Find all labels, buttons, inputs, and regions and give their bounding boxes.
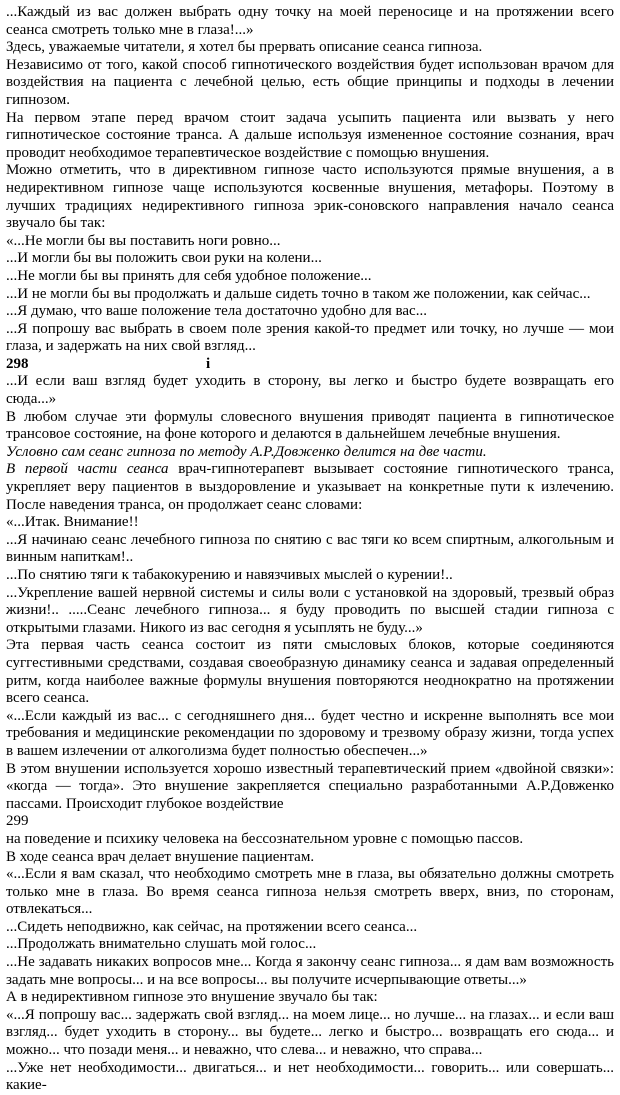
paragraph: А в недирективном гипнозе это внушение звучало бы так: [6, 989, 378, 1006]
paragraph: Эта первая часть сеанса состоит из пяти смысловых блоков, которые соединяются суггестивными средствами, создавая своеобразную динамику сеанса и задавая определенный ритм, когда наиболее важные формулы внушения повторяются неоднократно на протяжении всего сеанса. [6, 637, 614, 707]
paragraph: ...И могли бы вы положить свои руки на колени... [6, 250, 322, 267]
paragraph: ...Сидеть неподвижно, как сейчас, на протяжении всего сеанса... [6, 918, 418, 935]
paragraph: ...Укрепление вашей нервной системы и силы воли с установкой на здоровый, трезвый образ жизни!.. .....Сеанс лечебного гипноза... я буду проводить по высшей стадии гипноза с открытыми глазами. Никого из вас сегодня я усыплять не буду...» [6, 584, 614, 636]
paragraph: ...И не могли бы вы продолжать и дальше сидеть точно в таком же положении, как сейчас... [6, 285, 591, 302]
paragraph: ...И если ваш взгляд будет уходить в сторону, вы легко и быстро будете возвращать его сюда...» [6, 373, 614, 408]
paragraph: В любом случае эти формулы словесного внушения приводят пациента в гипнотическое трансовое состояние, на фоне которого и делаются в дальнейшем лечебные внушения. [6, 408, 614, 443]
paragraph-first-part [6, 461, 614, 514]
paragraph: «...Итак. Внимание!! [6, 514, 139, 531]
italic-lead: В первой части сеанса [6, 461, 169, 478]
paragraph: на поведение и психику человека на бессознательном уровне с помощью пассов. [6, 830, 524, 847]
page-number: 299 [6, 813, 29, 830]
paragraph: ...Каждый из вас должен выбрать одну точку на моей переносице и на протяжении всего сеанса смотреть только мне в глаза!...» [6, 4, 614, 38]
paragraph: ...Я думаю, что ваше положение тела достаточно удобно для вас... [6, 303, 427, 320]
paragraph: «...Я попрошу вас... задержать свой взгляд... на моем лице... но лучше... на глазах... и если ваш взгляд... будет уходить в сторону... вы будете... легко и быстро... возвращать его сюда... и можно... что позади меня... и неважно, что слева... и неважно, что справа... [6, 1006, 614, 1059]
paragraph: «...Если каждый из вас... с сегодняшнего дня... будет честно и искренне выполнять все мои требования и медицинские рекомендации по здоровому и трезвому образу жизни, тогда успех в вашем излечении от алкоголизма будет полностью обеспечен...» [6, 707, 614, 759]
paragraph: «...Если я вам сказал, что необходимо смотреть мне в глаза, вы обязательно должны смотреть только мне в глаза. Во время сеанса гипноза нельзя смотреть вверх, вниз, по сторонам, отвлекаться... [6, 866, 614, 918]
paragraph: ...Я попрошу вас выбрать в своем поле зрения какой-то предмет или точку, но лучше — мои глаза, и задержать на них свой взгляд... [6, 320, 614, 355]
paragraph: ...По снятию тяги к табакокурению и навязчивых мыслей о курении!.. [6, 567, 453, 583]
paragraph: Здесь, уважаемые читатели, я хотел бы прервать описание сеанса гипноза. [6, 39, 483, 56]
paragraph: В ходе сеанса врач делает внушение пациентам. [6, 848, 315, 865]
page-number-marker [6, 356, 614, 374]
paragraph: «...Не могли бы вы поставить ноги ровно... [6, 232, 281, 249]
paragraph: ...Я начинаю сеанс лечебного гипноза по снятию с вас тяги ко всем спиртным, алкогольным и винным напиткам!.. [6, 531, 614, 566]
paragraph: Независимо от того, какой способ гипнотического воздействия будет использован врачом для воздействия на пациента с лечебной целью, есть общие принципы и подходы в лечении гипнозом. [6, 56, 614, 108]
page-marker-glyph: i [206, 355, 211, 372]
paragraph: На первом этапе перед врачом стоит задача усыпить пациента или вызвать у него гипнотическое состояние транса. А дальше используя измененное состояние сознания, врач проводит необходимое терапевтическое воздействие с помощью внушения. [6, 109, 614, 161]
paragraph-rest: врач-гипнотерапевт вызывает состояние гипнотического транса, укрепляет веру пациентов в выздоровление и указывает на конкретные пути к излечению. После наведения транса, он продолжает сеанс словами: [6, 461, 614, 513]
paragraph: ...Уже нет необходимости... двигаться... и нет необходимости... говорить... или совершать... какие- [6, 1059, 614, 1094]
paragraph: Можно отметить, что в директивном гипнозе часто используются прямые внушения, а в недирективном гипнозе чаще используются косвенные внушения, метафоры. Поэтому в лучших традициях недирективного гипноза эрик-соновского направления начало сеанса звучало бы так: [6, 162, 614, 232]
paragraph: ...Продолжать внимательно слушать мой голос... [6, 936, 317, 953]
italic-heading: Условно сам сеанс гипноза по методу А.Р.Довженко делится на две части. [6, 443, 487, 460]
paragraph: ...Не могли бы вы принять для себя удобное положение... [6, 267, 372, 284]
page-number: 298 [6, 355, 29, 372]
paragraph: ...Не задавать никаких вопросов мне... Когда я закончу сеанс гипноза... я дам вам возможность задать мне вопросы... и на все вопросы... вы получите исчерпывающие ответы...» [6, 954, 614, 988]
paragraph: В этом внушении используется хорошо известный терапевтический прием «двойной связки»: «когда — тогда». Это внушение закрепляется специально разработанными А.Р.Довженко пассами. Происходит глубокое воздействие [6, 760, 614, 812]
